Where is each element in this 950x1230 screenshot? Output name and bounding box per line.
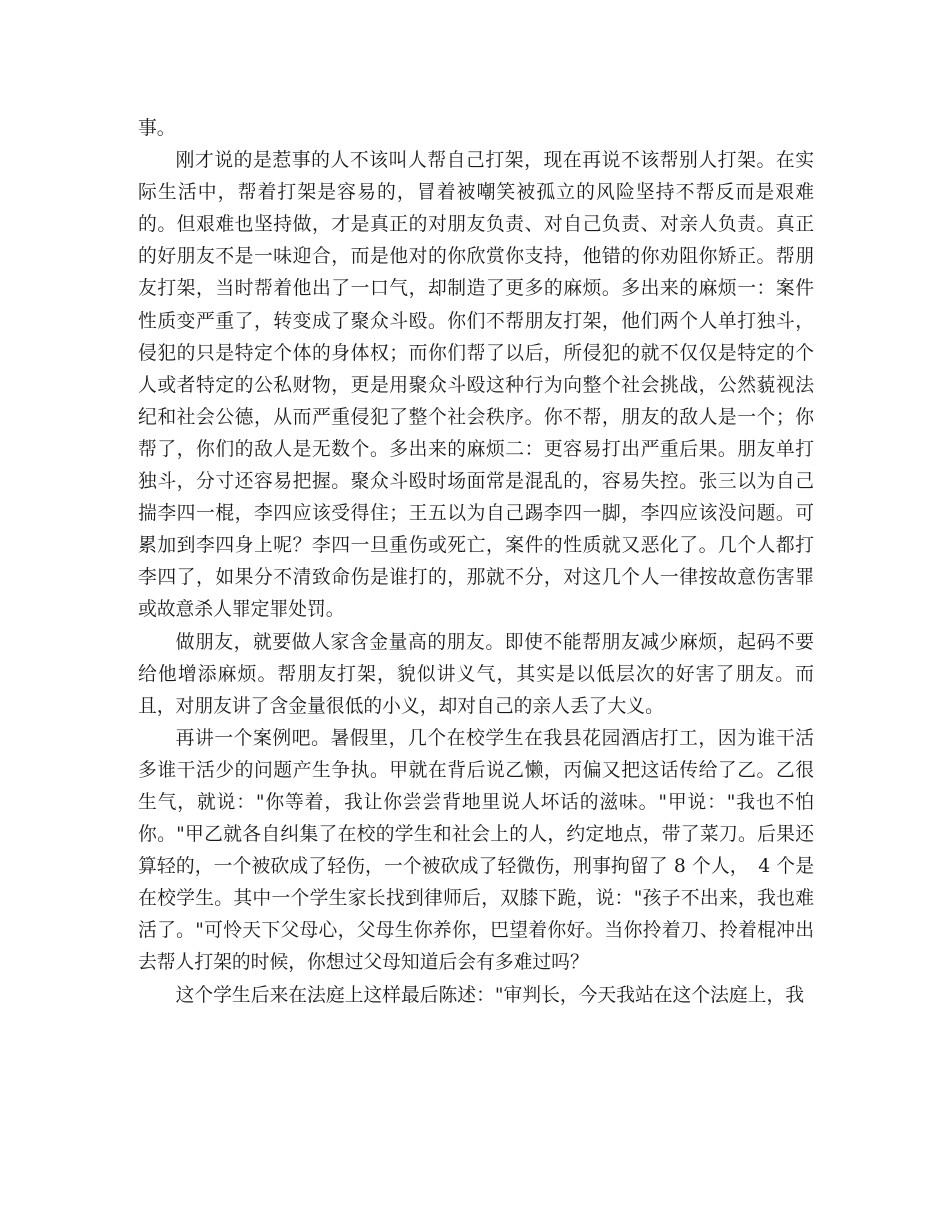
paragraph-helping-fight: 刚才说的是惹事的人不该叫人帮自己打架，现在再说不该帮别人打架。在实际生活中，帮着打架是容易的，冒着被嘲笑被孤立的风险坚持不帮反而是艰难的。但艰难也坚持做，才是真正的对朋友负责、对自己负责、对亲人负责。真正的好朋友不是一味迎合，而是他对的你欣赏你支持，他错的你劝阻你矫正。帮朋友打架，当时帮着他出了一口气，却制造了更多的麻烦。多出来的麻烦一：案件性质变严重了，转变成了聚众斗殴。你们不帮朋友打架，他们两个人单打独斗，侵犯的只是特定个体的身体权；而你们帮了以后，所侵犯的就不仅仅是特定的个人或者特定的公私财物，更是用聚众斗殴这种行为向整个社会挑战，公然藐视法纪和社会公德，从而严重侵犯了整个社会秩序。你不帮，朋友的敌人是一个；你帮了，你们的敌人是无数个。多出来的麻烦二：更容易打出严重后果。朋友单打独斗，分寸还容易把握。聚众斗殴时场面常是混乱的，容易失控。张三以为自己揣李四一棍，李四应该受得住；王五以为自己踢李四一脚，李四应该没问题。可累加到李四身上呢？李四一旦重伤或死亡，案件的性质就又恶化了。几个人都打李四了，如果分不清致命伤是谁打的，那就不分，对这几个人一律按故意伤害罪或故意杀人罪定罪处罚。 [138, 150, 814, 621]
paragraph-case-example: 再讲一个案例吧。暑假里，几个在校学生在我县花园酒店打工，因为谁干活多谁干活少的问题产生争执。甲就在背后说乙懒，丙偏又把这话传给了乙。乙很生气，就说："你等着，我让你尝尝背地里说人坏话的滋味。"甲说："我也不怕你。"甲乙就各自纠集了在校的学生和社会上的人，约定地点，带了菜刀。后果还算轻的，一个被砍成了轻伤，一个被砍成了轻微伤，刑事拘留了 8 个人， 4 个是在校学生。其中一个学生家长找到律师后，双膝下跪，说："孩子不出来，我也难活了。"可怜天下父母心，父母生你养你，巴望着你好。当你拎着刀、拎着棍冲出去帮人打架的时候，你想过父母知道后会有多难过吗？ [138, 727, 814, 974]
paragraph-continuation: 事。 [138, 118, 176, 139]
paragraph-final-statement: 这个学生后来在法庭上这样最后陈述："审判长，今天我站在这个法庭上，我 [175, 984, 805, 1006]
document-page [138, 113, 814, 1012]
paragraph-true-friend: 做朋友，就要做人家含金量高的朋友。即使不能帮朋友减少麻烦，起码不要给他增添麻烦。帮朋友打架，貌似讲义气，其实是以低层次的好害了朋友。而且，对朋友讲了含金量很低的小义，却对自己的亲人丢了大义。 [138, 631, 814, 717]
